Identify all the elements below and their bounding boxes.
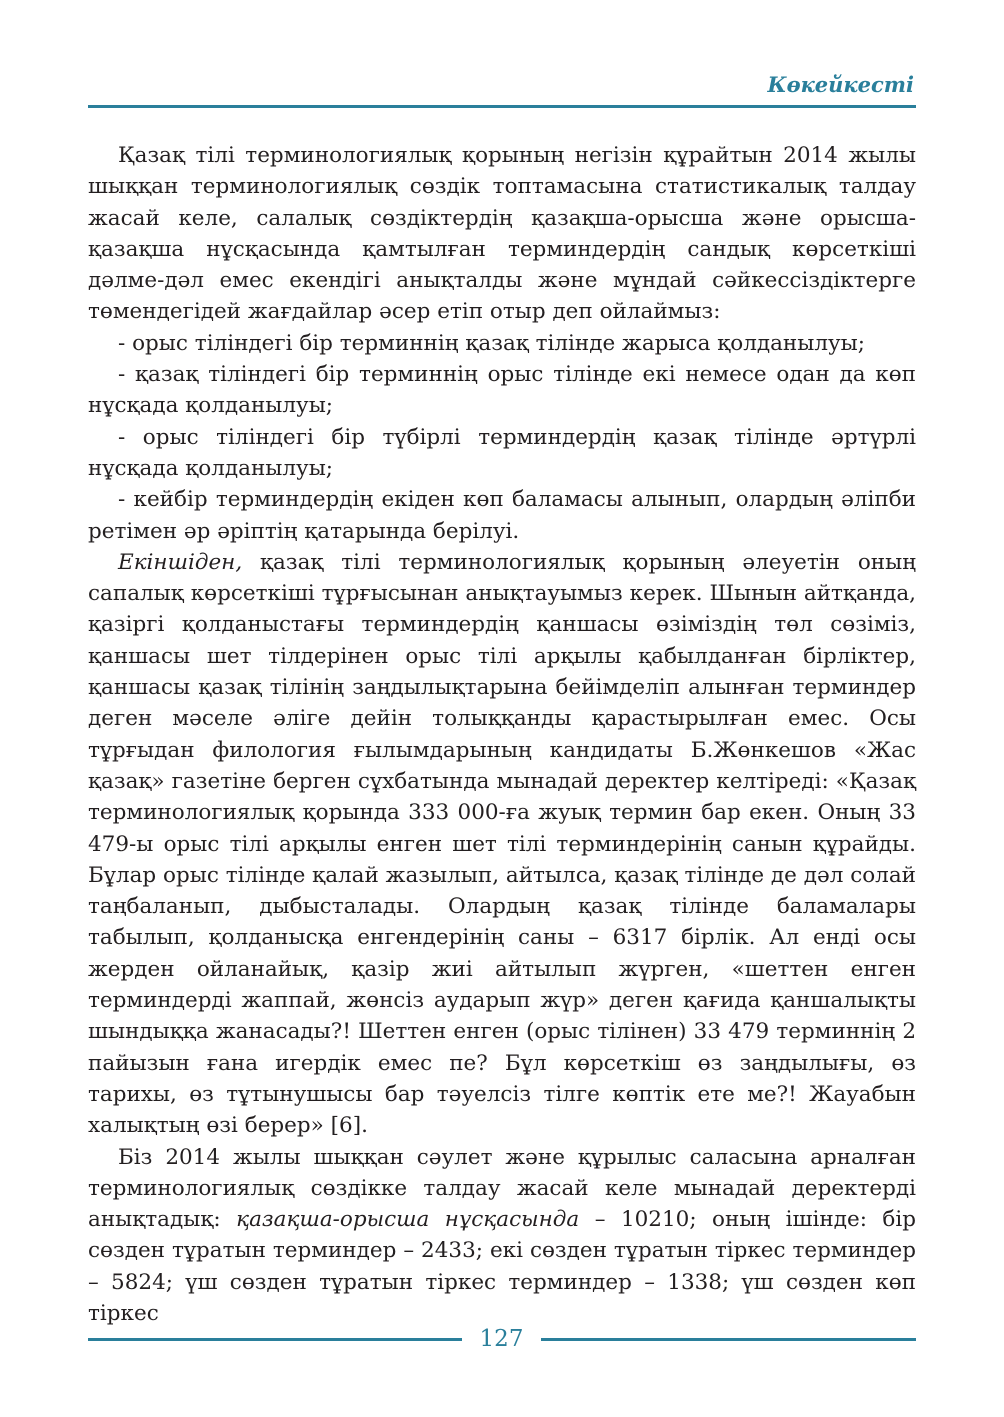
header-rule [88,105,916,108]
list-item: - орыс тіліндегі бір түбірлі терминдердің қазақ тілінде әртүрлі нұсқада қолданылуы; [88,424,916,481]
page-number: 127 [479,1326,524,1352]
paragraph: Екіншіден, қазақ тілі терминологиялық қорының әлеуетін оның сапалық көрсеткіші тұрғысынан анықтауымыз керек. Шынын айтқанда, қазіргі қолданыстағы терминдердің қаншасы өзіміздің төл сөзіміз, қаншасы шет тілдерінен орыс тілі арқылы қабылданған бірліктер, қаншасы қазақ тілінің заңдылықтарына бейімделіп алынған терминдер деген мәселе әліге дейін толыққанды қарастырылған емес. Осы тұрғыдан филология ғылымдарының кандидаты Б.Жөнкешов «Жас қазақ» газетіне берген сұхбатында мынадай деректер келтіреді: «Қазақ терминологиялық қорында 333 000-ға жуық термин бар екен. Оның 33 479-ы орыс тілі арқылы енген шет тілі терминдерінің санын құрайды. Бұлар орыс тілінде қалай жазылып, айтылса, қазақ тілінде де дәл солай таңбаланып, дыбысталады. Олардың қазақ тілінде баламалары табылып, қолданысқа енгендерінің саны – 6317 бірлік. Ал енді осы жерден ойланайық, қазір жиі айтылып жүрген, «шеттен енген терминдерді жаппай, жөнсіз аударып жүр» деген қағида қаншалықты шындыққа жанасады?! Шеттен енген (орыс тілінен) 33 479 терминнің 2 пайызын ғана игердік емес пе? Бұл көрсеткіш өз заңдылығы, өз тарихы, өз тұтынушысы бар тәуелсіз тілге көптік ете ме?! Жауабын халықтың өзі берер» [6]. [88,549,916,1139]
list-item: - кейбір терминдердің екіден көп баламасы алынып, олардың әліпби ретімен әр әріптің қатарында берілуі. [88,487,916,544]
paragraph: Қазақ тілі терминологиялық қорының негізін құрайтын 2014 жылы шыққан терминологиялық сөздік топтамасына статистикалық талдау жасай келе, салалық сөздіктердің қазақша-орысша және орысша-қазақша нұсқасында қамтылған терминдердің сандық көрсеткіші дәлме-дәл емес екендігі анықталды және мұндай сәйкессіздіктерге төмендегідей жағдайлар әсер етіп отыр деп ойлаймыз: [88,143,916,325]
footer-rule-left [88,1338,462,1341]
footer-rule-right [541,1338,916,1341]
body-text [88,140,916,1329]
paragraph: Біз 2014 жылы шыққан сәулет және құрылыс саласына арналған терминологиялық сөздікке талдау жасай келе мынадай деректерді анықтадық: қазақша-орысша нұсқасында – 10210; оның ішінде: бір сөзден тұратын терминдер – 2433; екі сөзден тұратын тіркес терминдер – 5824; үш сөзден тұратын тіркес терминдер – 1338; үш сөзден көп тіркес [88,1144,917,1326]
header-title: Көкейкесті [767,72,914,97]
list-item: - қазақ тіліндегі бір терминнің орыс тілінде екі немесе одан да көп нұсқада қолданылуы; [88,362,916,419]
list-item: - орыс тіліндегі бір терминнің қазақ тілінде жарыса қолданылуы; [118,330,866,356]
